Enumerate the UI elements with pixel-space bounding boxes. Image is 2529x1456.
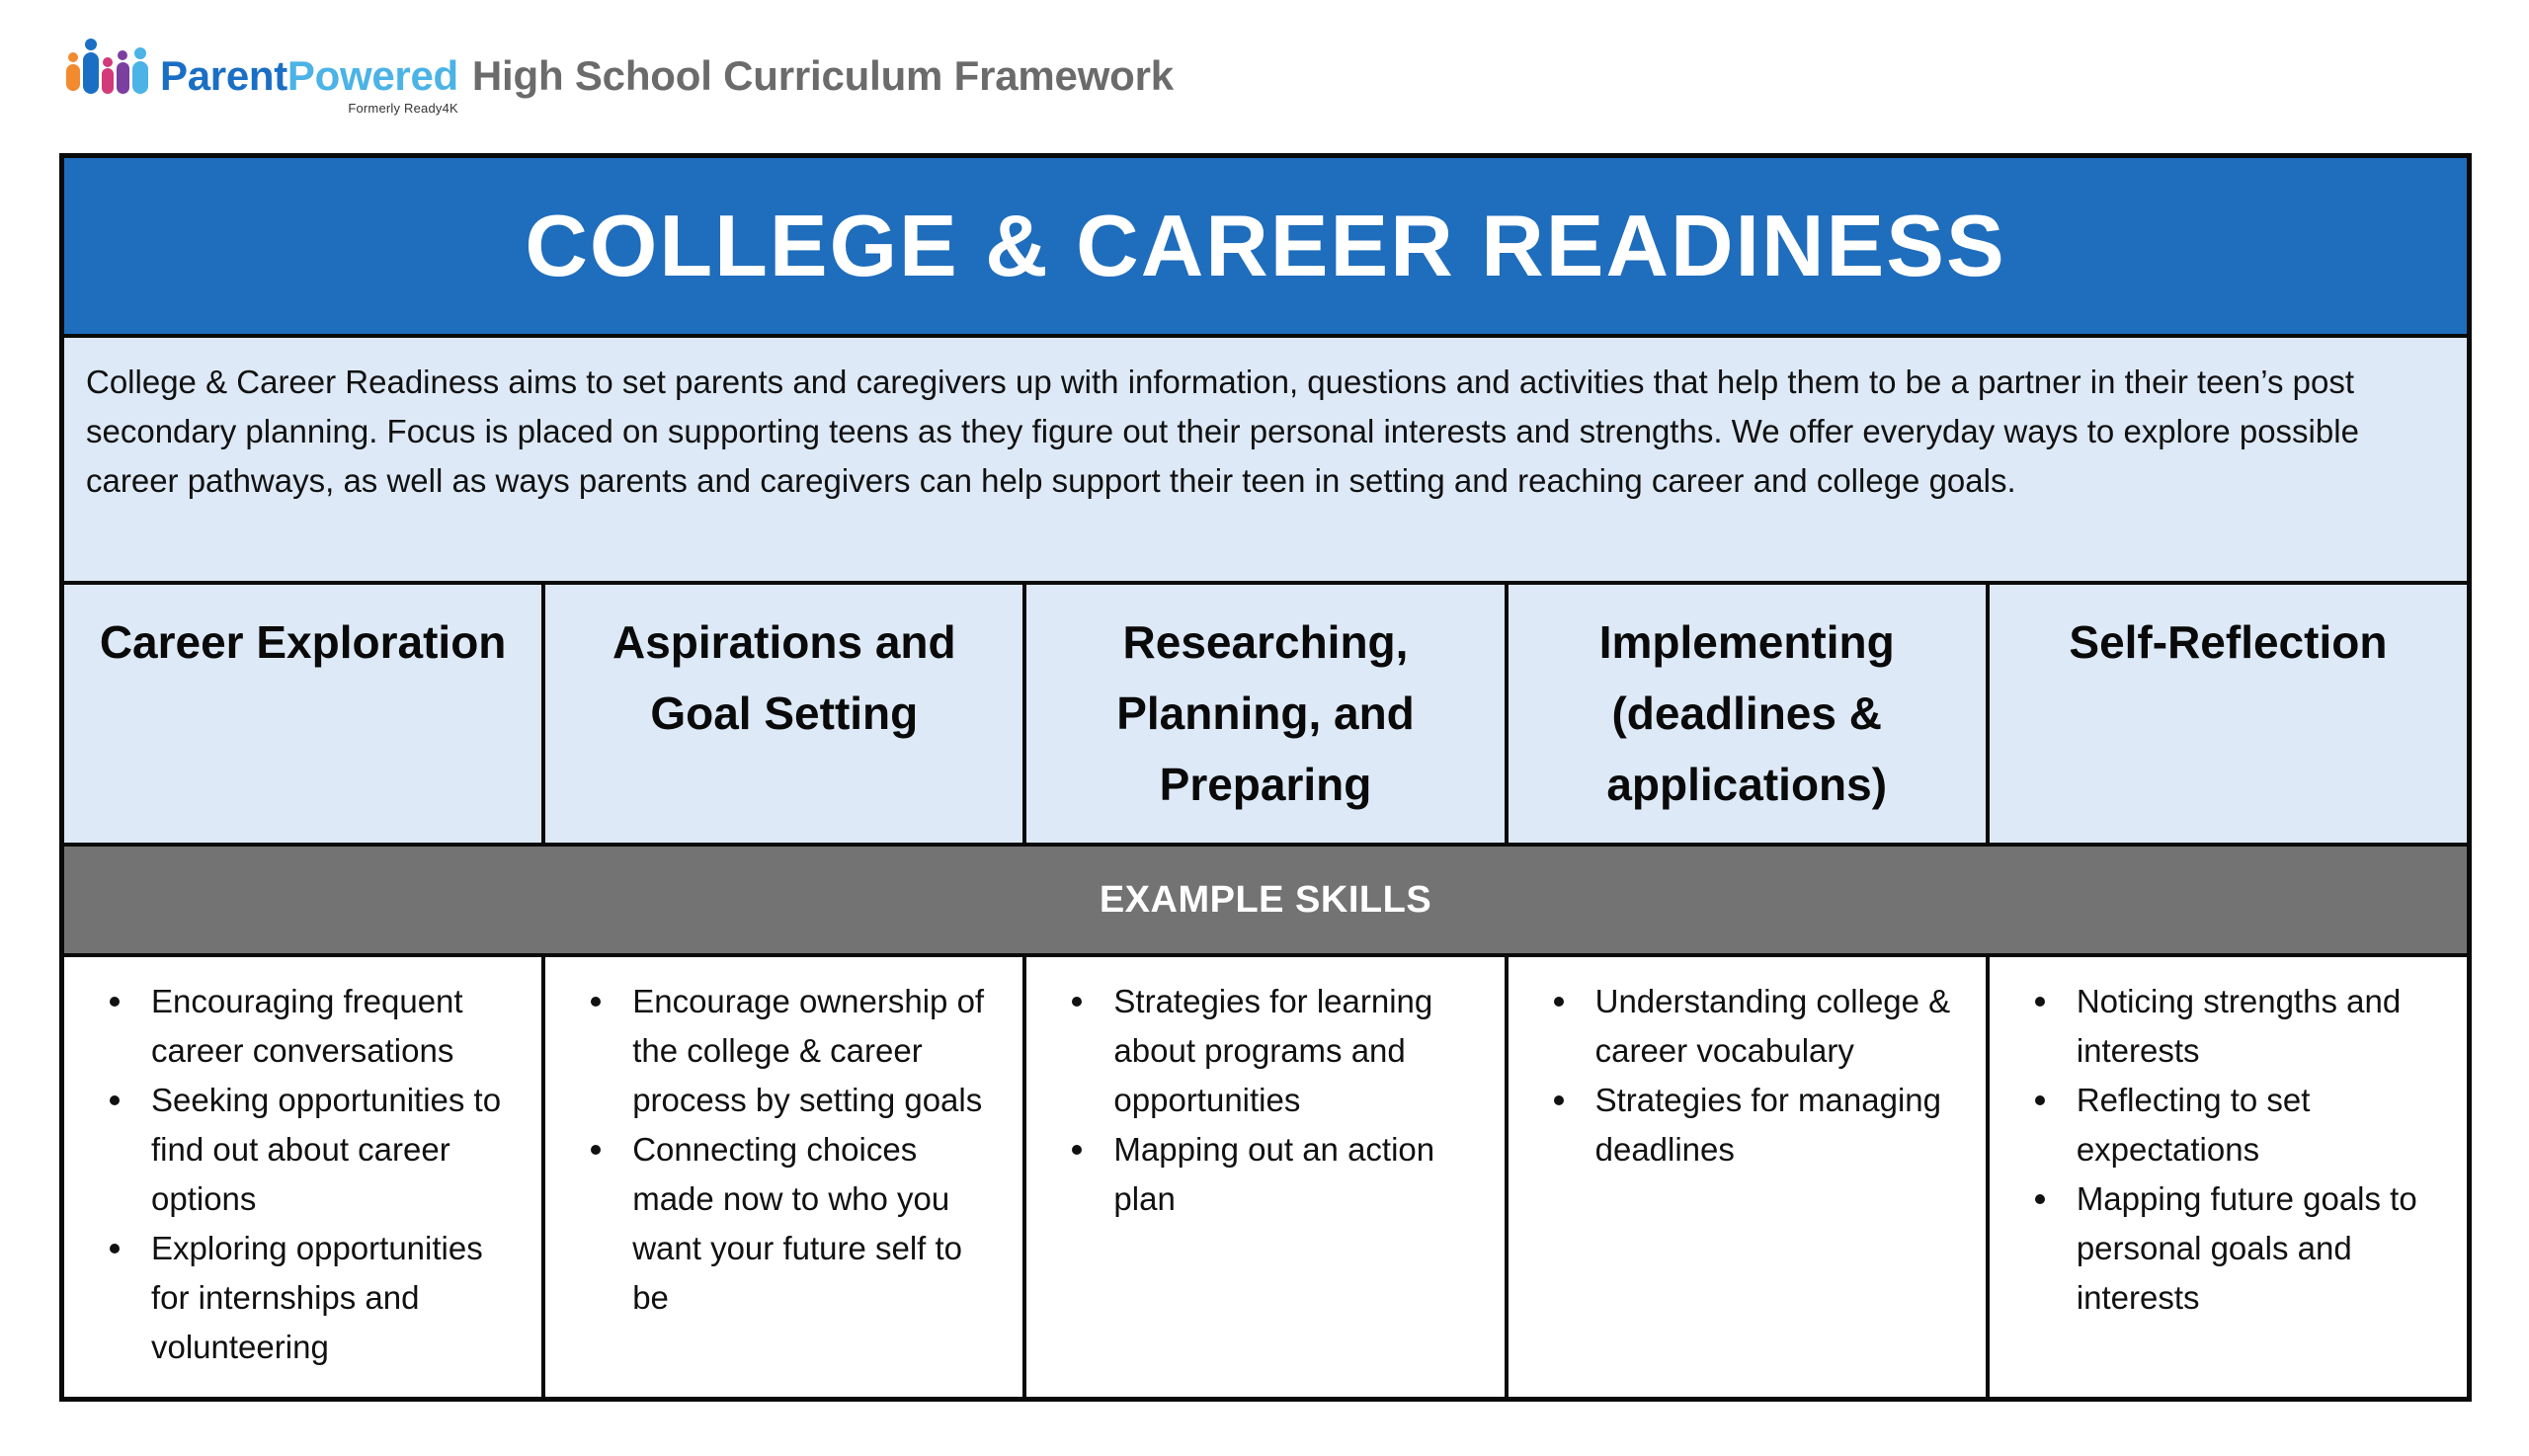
example-skills-band [64,847,2467,957]
skill-list [82,977,524,1372]
skills-implementing [1509,957,1990,1397]
heading-implementing: Implementing (deadlines & applications) [1509,585,1990,843]
section-title: COLLEGE & CAREER READINESS [525,197,2006,294]
skill-item: Strategies for managing deadlines [1595,1076,1968,1174]
family-figures-icon [61,36,154,105]
skill-item: Exploring opportunities for internships and volunteering [151,1224,524,1372]
heading-career-exploration: Career Exploration [64,585,545,843]
skill-item: Strategies for learning about programs and opportunities [1113,977,1486,1125]
document-title: High School Curriculum Framework [471,52,1174,99]
skill-item: Encourage ownership of the college & career process by setting goals [632,977,1005,1125]
skill-item: Seeking opportunities to find out about career options [151,1076,524,1224]
skill-list [1044,977,1486,1224]
skills-aspirations-goal-setting [545,957,1026,1397]
intro-description: College & Career Readiness aims to set parents and caregivers up with information, questions and activities that help them to be a partner in their teen’s post secondary planning. Focus is placed on supporting teens as they figure out their personal interests and strengths. We offer everyday ways to explore possible career pathways, as well as ways parents and caregivers can help support their teen in setting and reaching career and college goals. [64,338,2467,585]
brand-word-powered: Powered [286,52,458,99]
section-banner [64,158,2467,338]
heading-aspirations-goal-setting: Aspirations and Goal Setting [545,585,1026,843]
skill-item: Mapping out an action plan [1113,1125,1486,1224]
skill-item: Connecting choices made now to who you want your future self to be [632,1125,1005,1323]
heading-researching-planning: Researching, Planning, and Preparing [1026,585,1508,843]
skills-researching-planning [1026,957,1508,1397]
skill-item: Encouraging frequent career conversations [151,977,524,1076]
brand-word-parent: Parent [160,52,287,99]
column-headings-row [64,585,2467,847]
skills-career-exploration [64,957,545,1397]
brand-logo-text [160,36,458,116]
brand-wordmark [160,52,458,99]
heading-self-reflection: Self-Reflection [2069,616,2388,668]
skill-item: Noticing strengths and interests [2077,977,2449,1076]
skills-self-reflection [1990,957,2467,1397]
skill-list [1526,977,1968,1174]
skill-item: Understanding college & career vocabulary [1595,977,1968,1076]
skill-item: Reflecting to set expectations [2077,1076,2449,1174]
brand-subtitle: Formerly Ready4K [348,101,458,116]
curriculum-framework-table [59,153,2472,1402]
brand-header [61,36,1174,124]
example-skills-label: EXAMPLE SKILLS [1099,878,1432,921]
skill-list [563,977,1005,1323]
skill-list [2007,977,2449,1323]
skill-item: Mapping future goals to personal goals and interests [2077,1174,2449,1323]
skills-row [64,957,2467,1397]
